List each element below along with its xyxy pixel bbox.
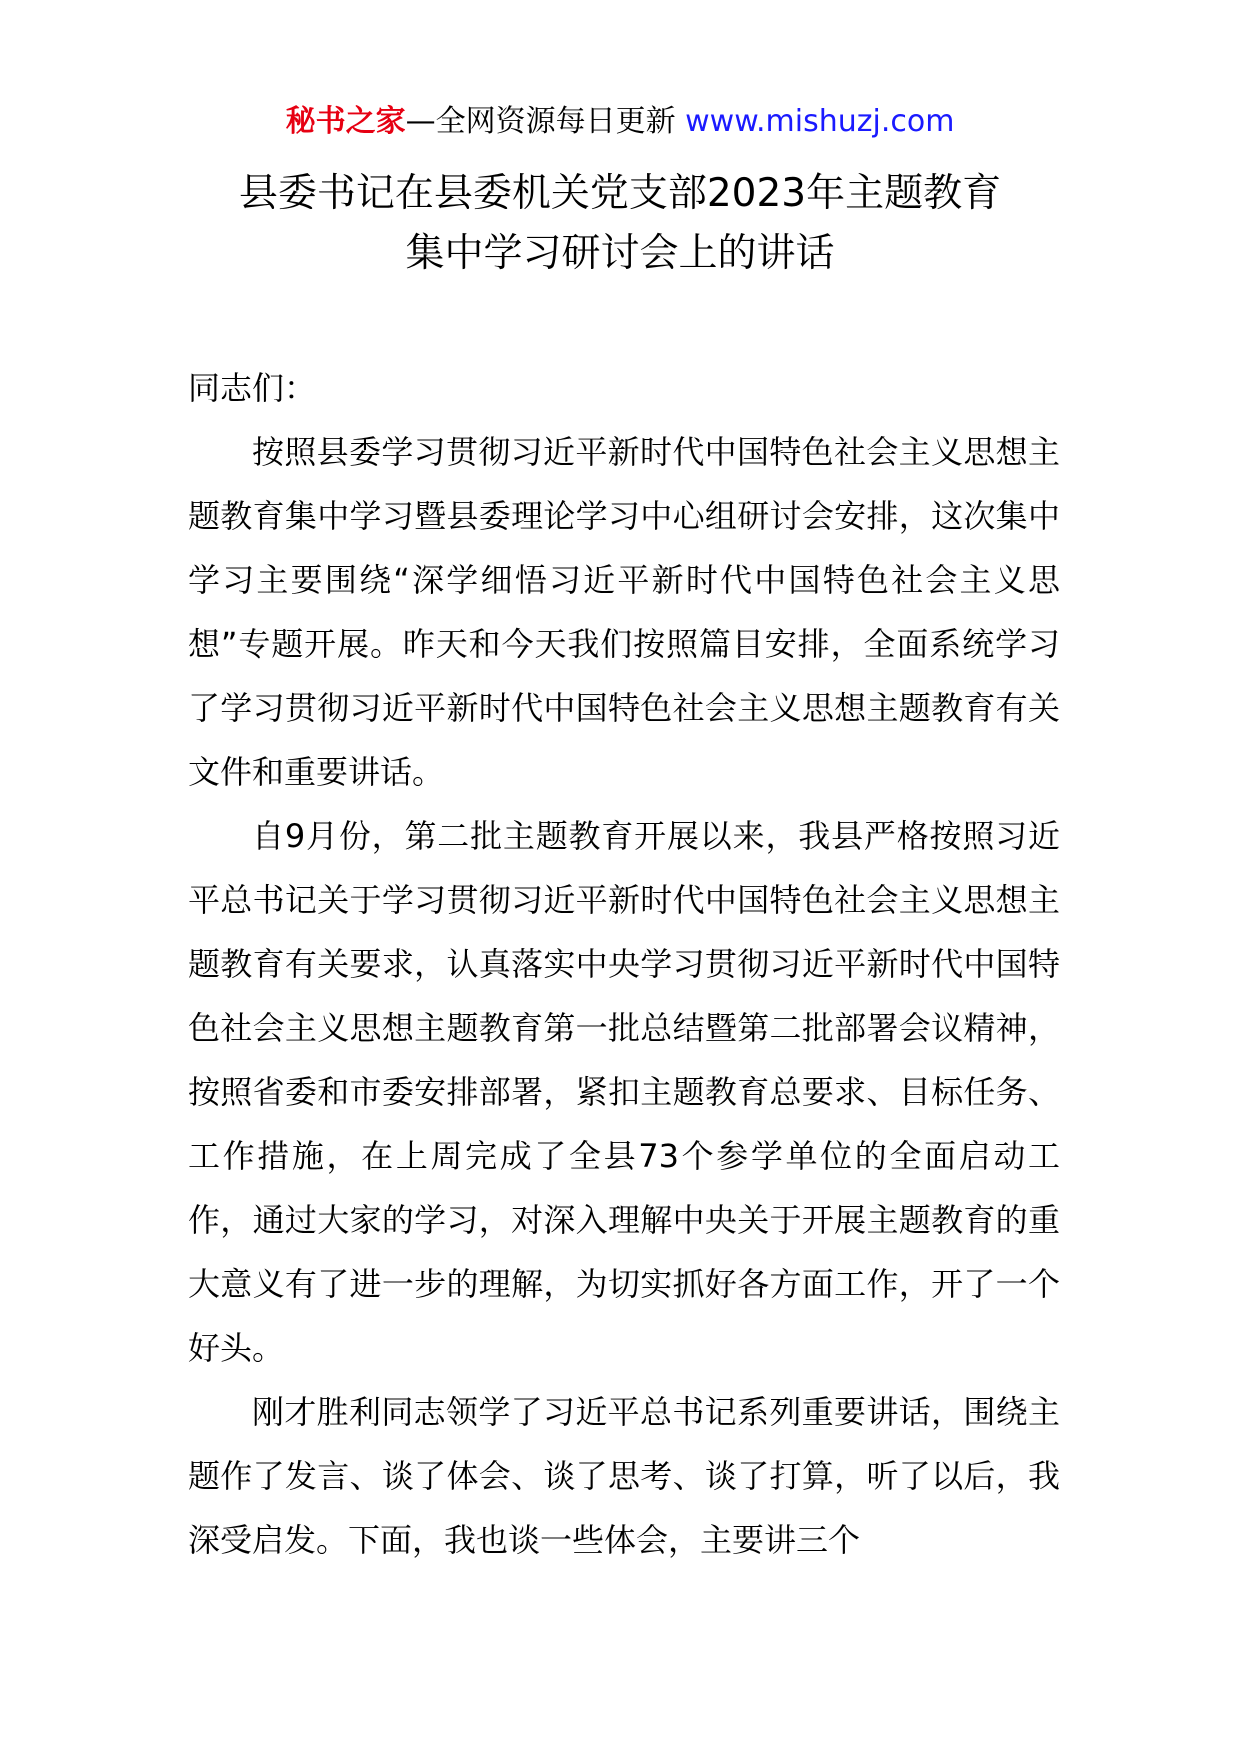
site-header <box>0 100 1240 144</box>
body-paragraph-2: 自9月份，第二批主题教育开展以来，我县严格按照习近平总书记关于学习贯彻习近平新时代中国特色社会主义思想主题教育有关要求，认真落实中央学习贯彻习近平新时代中国特色社会主义思想主题教育第一批总结暨第二批部署会议精神，按照省委和市委安排部署，紧扣主题教育总要求、目标任务、工作措施，在上周完成了全县73个参学单位的全面启动工作，通过大家的学习，对深入理解中央关于开展主题教育的重大意义有了进一步的理解，为切实抓好各方面工作，开了一个好头。 <box>188 817 1060 1367</box>
document-title-line-1: 县委书记在县委机关党支部2023年主题教育 <box>238 171 1002 216</box>
site-tagline: —全网资源每日更新 <box>405 104 676 139</box>
body-paragraph-3: 刚才胜利同志领学了习近平总书记系列重要讲话，围绕主题作了发言、谈了体会、谈了思考、谈了打算，听了以后，我深受启发。下面，我也谈一些体会，主要讲三个 <box>188 1393 1060 1559</box>
salutation: 同志们： <box>188 369 317 407</box>
document-body <box>188 356 1060 1572</box>
document-title <box>0 164 1240 284</box>
body-paragraph-1: 按照县委学习贯彻习近平新时代中国特色社会主义思想主题教育集中学习暨县委理论学习中心组研讨会安排，这次集中学习主要围绕“深学细悟习近平新时代中国特色社会主义思想”专题开展。昨天和今天我们按照篇目安排，全面系统学习了学习贯彻习近平新时代中国特色社会主义思想主题教育有关文件和重要讲话。 <box>188 433 1060 791</box>
site-brand: 秘书之家 <box>285 104 406 139</box>
site-url-link[interactable]: www.mishuzj.com <box>685 104 955 139</box>
document-title-line-2: 集中学习研讨会上的讲话 <box>405 231 835 276</box>
